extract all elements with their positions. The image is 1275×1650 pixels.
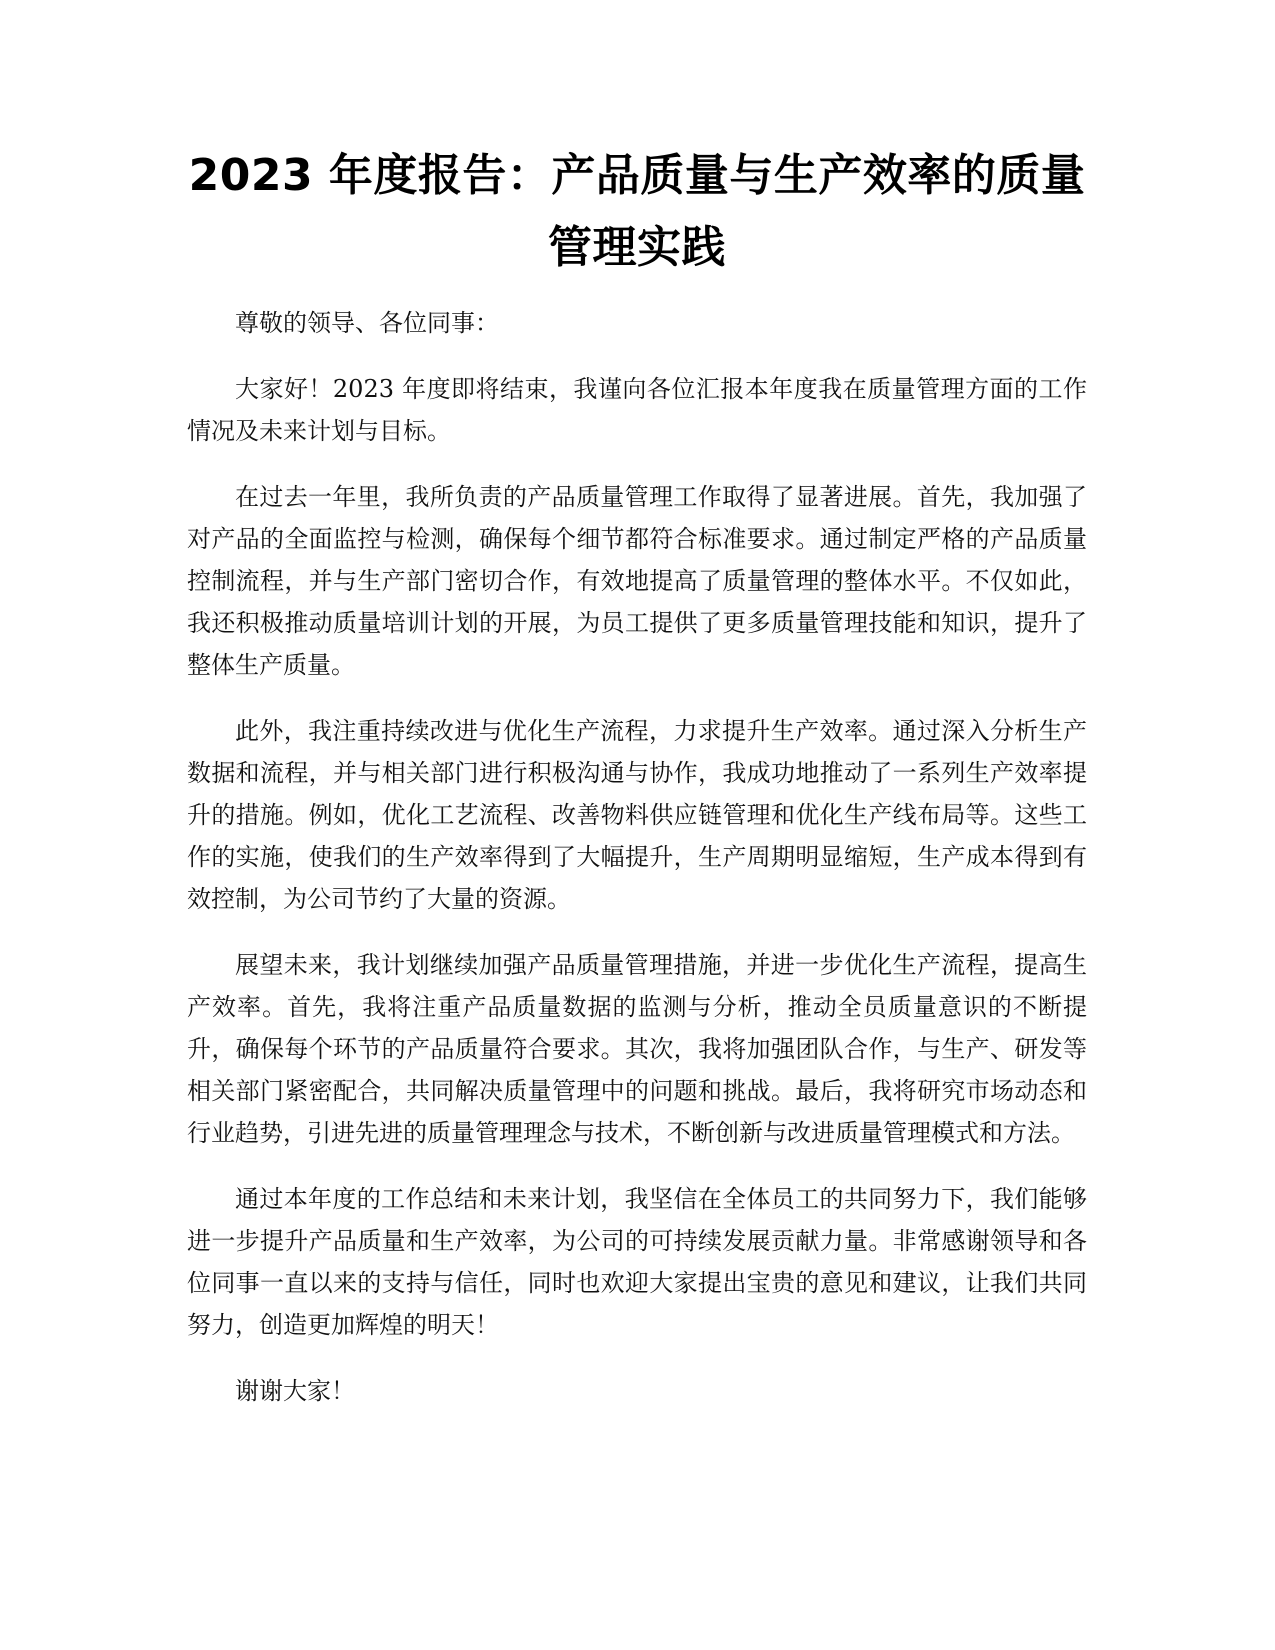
- quality-management-paragraph: 在过去一年里，我所负责的产品质量管理工作取得了显著进展。首先，我加强了对产品的全面监控与检测，确保每个细节都符合标准要求。通过制定严格的产品质量控制流程，并与生产部门密切合作，有效地提高了质量管理的整体水平。不仅如此，我还积极推动质量培训计划的开展，为员工提供了更多质量管理技能和知识，提升了整体生产质量。: [187, 483, 1087, 679]
- greeting-paragraph: 大家好！2023 年度即将结束，我谨向各位汇报本年度我在质量管理方面的工作情况及未来计划与目标。: [187, 375, 1087, 445]
- document-title-line-2: 管理实践: [548, 222, 726, 273]
- document-body: [187, 302, 1087, 1412]
- efficiency-paragraph: 此外，我注重持续改进与优化生产流程，力求提升生产效率。通过深入分析生产数据和流程，并与相关部门进行积极沟通与协作，我成功地推动了一系列生产效率提升的措施。例如，优化工艺流程、改善物料供应链管理和优化生产线布局等。这些工作的实施，使我们的生产效率得到了大幅提升，生产周期明显缩短，生产成本得到有效控制，为公司节约了大量的资源。: [187, 717, 1087, 913]
- salutation-paragraph: 尊敬的领导、各位同事：: [235, 309, 499, 337]
- document-title: [187, 140, 1087, 284]
- future-plan-paragraph: 展望未来，我计划继续加强产品质量管理措施，并进一步优化生产流程，提高生产效率。首先，我将注重产品质量数据的监测与分析，推动全员质量意识的不断提升，确保每个环节的产品质量符合要求。其次，我将加强团队合作，与生产、研发等相关部门紧密配合，共同解决质量管理中的问题和挑战。最后，我将研究市场动态和行业趋势，引进先进的质量管理理念与技术，不断创新与改进质量管理模式和方法。: [187, 951, 1087, 1147]
- thanks-paragraph: 谢谢大家！: [235, 1377, 355, 1405]
- document-title-line-1: 2023 年度报告：产品质量与生产效率的质量: [188, 150, 1086, 201]
- conclusion-paragraph: 通过本年度的工作总结和未来计划，我坚信在全体员工的共同努力下，我们能够进一步提升产品质量和生产效率，为公司的可持续发展贡献力量。非常感谢领导和各位同事一直以来的支持与信任，同时也欢迎大家提出宝贵的意见和建议，让我们共同努力，创造更加辉煌的明天！: [187, 1185, 1087, 1339]
- document-content: [187, 140, 1087, 1436]
